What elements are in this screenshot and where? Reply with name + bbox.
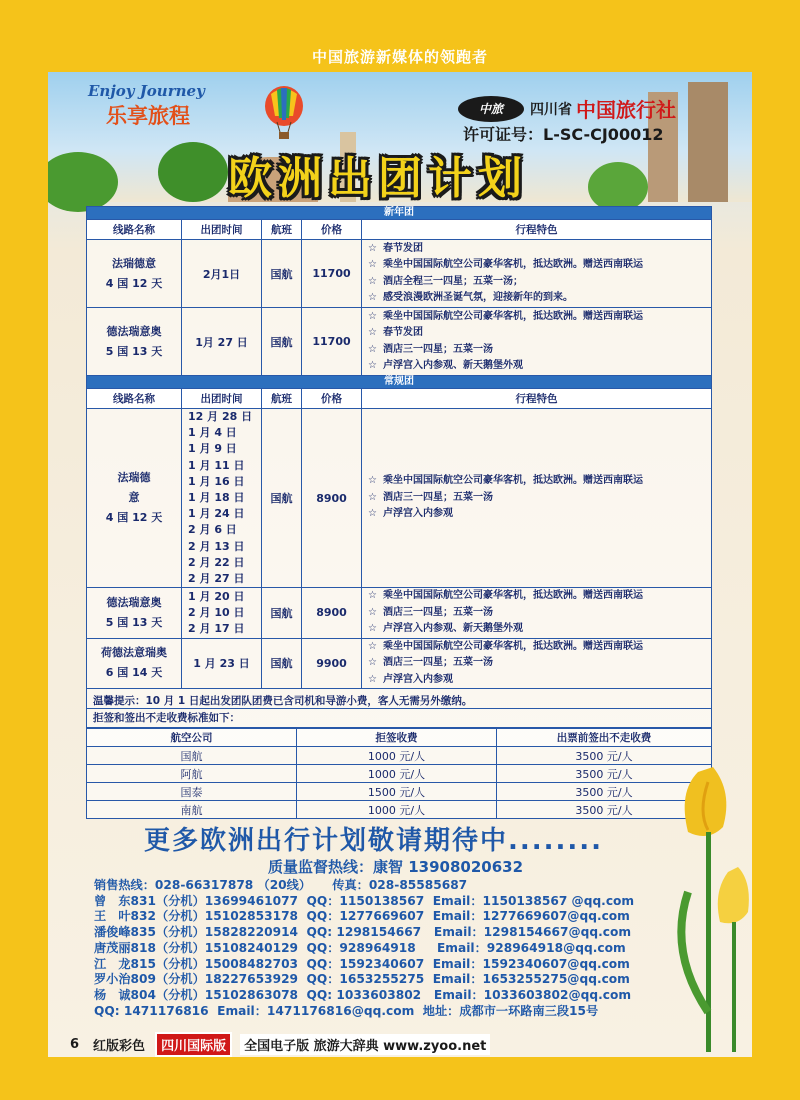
price: 8900 [302,409,362,588]
route-name: 德法瑞意奥 5 国 13 天 [87,588,182,639]
fee-col-airline: 航空公司 [87,729,297,747]
col-date: 出团时间 [182,389,262,409]
contact-line: 王 叶832（分机）15102853178 QQ：1277669607 Email：1277669607@qq.com [94,909,630,924]
col-date: 出团时间 [182,220,262,240]
flight: 国航 [262,409,302,588]
col-price: 价格 [302,389,362,409]
fee-header [87,729,712,747]
quality-hotline: 质量监督热线：康智 13908020632 [268,858,524,876]
col-route: 线路名称 [87,389,182,409]
price: 11700 [302,308,362,376]
schedule-table [86,206,712,728]
flight: 国航 [262,308,302,376]
col-flight: 航班 [262,220,302,240]
depart-date: 1 月 23 日 [182,638,262,689]
fee-row: 国航 1000 元/人 3500 元/人 [87,747,712,765]
contact-line: 唐茂丽818（分机）15108240129 QQ：928964918 Email：928964918@qq.com [94,940,626,955]
color-edition: 红版彩色 [93,1039,146,1054]
col-features: 行程特色 [362,220,712,240]
page-title: 欧洲出团计划 [228,153,528,204]
fee-row: 国泰 1500 元/人 3500 元/人 [87,783,712,801]
table-row [87,588,712,639]
agency-province: 四川省 [530,101,572,118]
tower-decoration [688,82,728,202]
col-price: 价格 [302,220,362,240]
features: ☆ 春节发团 ☆ 乘坐中国国际航空公司豪华客机，抵达欧洲。赠送西南联运 ☆ 酒店全程三一四星；五菜一汤； ☆ 感受浪漫欧洲圣诞气氛，迎接新年的到来。 [362,240,712,308]
col-features: 行程特色 [362,389,712,409]
fee-row: 阿航 1000 元/人 3500 元/人 [87,765,712,783]
depart-date: 2月1日 [182,240,262,308]
features: ☆ 乘坐中国国际航空公司豪华客机，抵达欧洲。赠送西南联运 ☆ 酒店三一四星；五菜一汤 ☆ 卢浮宫入内参观、新天鹅堡外观 [362,588,712,639]
page-footer [70,1032,490,1057]
table-header [87,389,712,409]
fee-title: 拒签和签出不走收费标准如下： [87,709,712,728]
features: ☆ 乘坐中国国际航空公司豪华客机，抵达欧洲。赠送西南联运 ☆ 酒店三一四星；五菜一汤 ☆ 卢浮宫入内参观 [362,409,712,588]
brand-cn: 乐享旅程 [106,104,190,128]
table-row [87,409,712,588]
license-number: 许可证号：L-SC-CJ00012 [463,125,664,144]
route-name: 荷德法意瑞奥 6 国 14 天 [87,638,182,689]
tulip-decoration [668,752,752,1052]
contact-list [94,878,634,1019]
hot-air-balloon-icon [263,86,305,140]
route-name: 德法瑞意奥 5 国 13 天 [87,308,182,376]
route-name: 法瑞德 意 4 国 12 天 [87,409,182,588]
agency-name: 中国旅行社 [576,98,676,122]
fee-row: 南航 1000 元/人 3500 元/人 [87,801,712,819]
page-number: 6 [70,1037,80,1052]
edition-badge: 四川国际版 [155,1032,232,1057]
agency-logo [458,94,676,123]
flight: 国航 [262,240,302,308]
col-route: 线路名称 [87,220,182,240]
fee-col-noshow: 出票前签出不走收费 [497,729,712,747]
contact-line: 潘俊峰835（分机）15828220914 QQ: 1298154667 Email：1298154667@qq.com [94,925,632,940]
flight: 国航 [262,588,302,639]
table-header [87,220,712,240]
brand-en: Enjoy Journey [88,82,205,100]
route-name: 法瑞德意 4 国 12 天 [87,240,182,308]
price: 11700 [302,240,362,308]
header-banner [48,72,752,202]
more-plans-banner: 更多欧洲出行计划敬请期待中........ [144,826,604,856]
features: ☆ 乘坐中国国际航空公司豪华客机，抵达欧洲。赠送西南联运 ☆ 酒店三一四星；五菜一汤 ☆ 卢浮宫入内参观 [362,638,712,689]
price: 8900 [302,588,362,639]
brand-logo [88,82,205,130]
depart-dates: 1 月 20 日 2 月 10 日 2 月 17 日 [182,588,262,639]
fee-col-refusal: 拒签收费 [297,729,497,747]
national-edition: 全国电子版 旅游大辞典 www.zyoo.net [240,1034,490,1055]
depart-dates: 12 月 28 日 1 月 4 日 1 月 9 日 1 月 11 日 1 月 16 日 1 月 18 日 1 月 24 日 2 月 6 日 2 月 13 日 2 月 22 日 2 月 27 日 [182,409,262,588]
travel-note: 温馨提示：10 月 1 日起出发团队团费已含司机和导游小费，客人无需另外缴纳。 [87,689,712,709]
contact-line: QQ: 1471176816 Email：1471176816@qq.com 地址：成都市一环路南三段15号 [94,1003,599,1018]
table-row [87,240,712,308]
agency-badge: 中旅 [458,96,524,122]
features: ☆ 乘坐中国国际航空公司豪华客机，抵达欧洲。赠送西南联运 ☆ 春节发团 ☆ 酒店三一四星；五菜一汤 ☆ 卢浮宫入内参观、新天鹅堡外观 [362,308,712,376]
contact-line: 曾 东831（分机）13699461077 QQ：1150138567 Email：1150138567 @qq.com [94,893,635,908]
price: 9900 [302,638,362,689]
flyer-sheet [48,72,752,1057]
depart-date: 1月 27 日 [182,308,262,376]
table-row [87,638,712,689]
tree-decoration [158,142,228,202]
table-row [87,308,712,376]
top-slogan: 中国旅游新媒体的领跑者 [311,48,488,66]
section-band: 新年团 [87,207,712,220]
tree-decoration [588,162,648,212]
tour-schedule [86,206,712,819]
tree-decoration [48,152,118,212]
contact-line: 江 龙815（分机）15008482703 QQ：1592340607 Email：1592340607@qq.com [94,956,630,971]
fee-table [86,728,712,819]
section-band: 常规团 [87,376,712,389]
col-flight: 航班 [262,389,302,409]
contact-line: 销售热线：028-66317878 （20线） 传真：028-85585687 [94,878,468,892]
contact-line: 杨 诚804（分机）15102863078 QQ: 1033603802 Email：1033603802@qq.com [94,987,632,1002]
contact-line: 罗小治809（分机）18227653929 QQ：1653255275 Email：1653255275@qq.com [94,972,630,987]
flight: 国航 [262,638,302,689]
